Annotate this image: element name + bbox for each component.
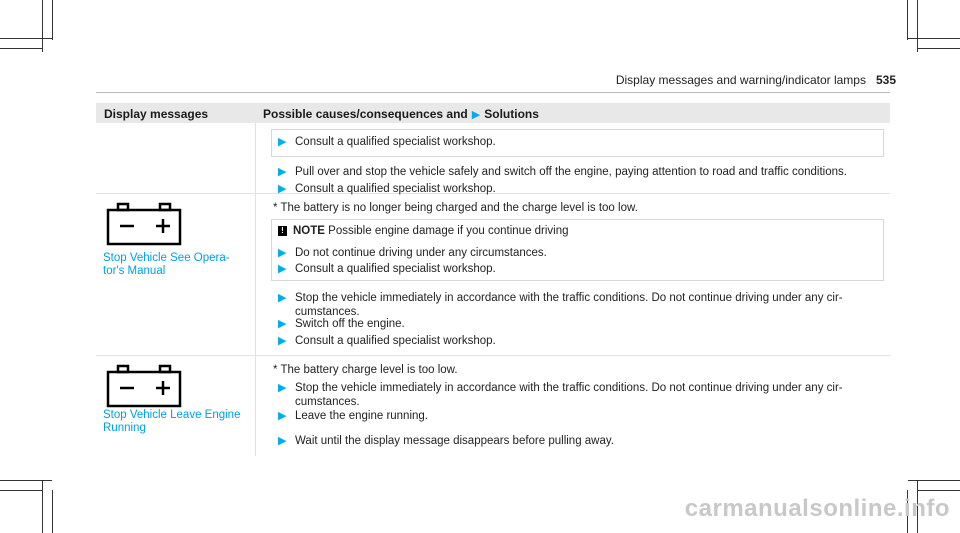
- header-title: Display messages and warning/indicator lamps: [615, 73, 866, 87]
- exclamation-icon: !: [278, 226, 287, 236]
- triangle-right-icon: ▶: [471, 108, 481, 121]
- step: [278, 434, 614, 448]
- col-header-display-messages: Display messages: [104, 107, 209, 121]
- triangle-right-icon: ▶: [278, 166, 287, 178]
- step-line: cumstances.: [295, 396, 360, 408]
- step: [278, 165, 847, 179]
- triangle-right-icon: ▶: [278, 335, 287, 347]
- triangle-right-icon: ▶: [278, 435, 287, 447]
- column-divider: [255, 356, 256, 456]
- message-line: Stop Vehicle Leave Engine: [103, 409, 241, 421]
- battery-icon: [104, 202, 184, 246]
- crop-mark: [0, 490, 42, 491]
- step-line: cumstances.: [295, 306, 360, 318]
- crop-mark: [908, 38, 960, 39]
- crop-mark: [918, 490, 960, 491]
- table-row: [96, 356, 890, 456]
- step-text: Consult a qualified specialist workshop.: [295, 263, 496, 275]
- step: [278, 334, 496, 348]
- step-text: Wait until the display message disappears before pulling away.: [295, 435, 614, 447]
- crop-mark: [0, 38, 52, 39]
- table-header: [96, 103, 890, 123]
- crop-mark: [42, 480, 43, 533]
- message-line: tor's Manual: [103, 265, 166, 277]
- display-message: [103, 409, 240, 435]
- step: [278, 291, 843, 319]
- triangle-right-icon: ▶: [278, 183, 287, 195]
- step-text: Do not continue driving under any circumstances.: [295, 247, 547, 259]
- triangle-right-icon: ▶: [278, 136, 287, 148]
- table-row: [96, 194, 890, 356]
- crop-mark: [907, 0, 908, 40]
- step-text: [278, 291, 843, 319]
- step-text: Pull over and stop the vehicle safely and switch off the engine, paying attention to road and traffic conditions.: [295, 166, 847, 178]
- crop-mark: [42, 0, 43, 52]
- crop-mark: [52, 0, 53, 40]
- step-line: Stop the vehicle immediately in accordance with the traffic conditions. Do not continue driving under any cir-: [295, 382, 843, 394]
- step: [278, 381, 843, 409]
- running-header: [616, 73, 896, 87]
- col-header-causes-solutions: [263, 107, 539, 121]
- crop-mark: [908, 480, 960, 481]
- display-messages-table: [96, 103, 890, 456]
- crop-mark: [918, 48, 960, 49]
- col-header-prefix: Possible causes/consequences and: [263, 107, 468, 121]
- crop-mark: [917, 0, 918, 52]
- column-divider: [255, 123, 256, 193]
- column-divider: [255, 194, 256, 355]
- triangle-right-icon: ▶: [278, 247, 287, 259]
- step-line: Stop the vehicle immediately in accordance with the traffic conditions. Do not continue driving under any cir-: [295, 292, 843, 304]
- triangle-right-icon: ▶: [278, 263, 287, 275]
- battery-icon: [104, 364, 184, 408]
- cause-text: * The battery is no longer being charged and the charge level is too low.: [273, 202, 638, 214]
- triangle-right-icon: ▶: [278, 318, 287, 330]
- step-text: Leave the engine running.: [295, 410, 428, 422]
- note-text: Possible engine damage if you continue driving: [328, 225, 569, 237]
- step-text: Consult a qualified specialist workshop.: [295, 136, 496, 148]
- message-line: Running: [103, 422, 146, 434]
- step: [278, 262, 496, 276]
- triangle-right-icon: ▶: [278, 410, 287, 422]
- step: [278, 409, 428, 423]
- page-number: 535: [875, 73, 896, 87]
- step-text: Consult a qualified specialist workshop.: [295, 335, 496, 347]
- step-text: Switch off the engine.: [295, 318, 405, 330]
- crop-mark: [0, 48, 42, 49]
- crop-mark: [0, 480, 52, 481]
- watermark: carmanualsonline.info: [684, 495, 950, 522]
- step: [278, 135, 496, 149]
- cause-text: * The battery charge level is too low.: [273, 364, 458, 376]
- step-text: [278, 381, 843, 409]
- display-message: [103, 252, 230, 278]
- triangle-right-icon: ▶: [278, 292, 287, 304]
- header-rule: [96, 92, 890, 93]
- note-heading: [278, 224, 569, 238]
- triangle-right-icon: ▶: [278, 382, 287, 394]
- table-row: [96, 123, 890, 194]
- crop-mark: [52, 490, 53, 533]
- col-header-suffix: Solutions: [484, 107, 539, 121]
- step: [278, 246, 547, 260]
- step: [278, 317, 405, 331]
- message-line: Stop Vehicle See Opera-: [103, 252, 230, 264]
- note-label: NOTE: [293, 225, 325, 237]
- step-text: Consult a qualified specialist workshop.: [295, 183, 496, 195]
